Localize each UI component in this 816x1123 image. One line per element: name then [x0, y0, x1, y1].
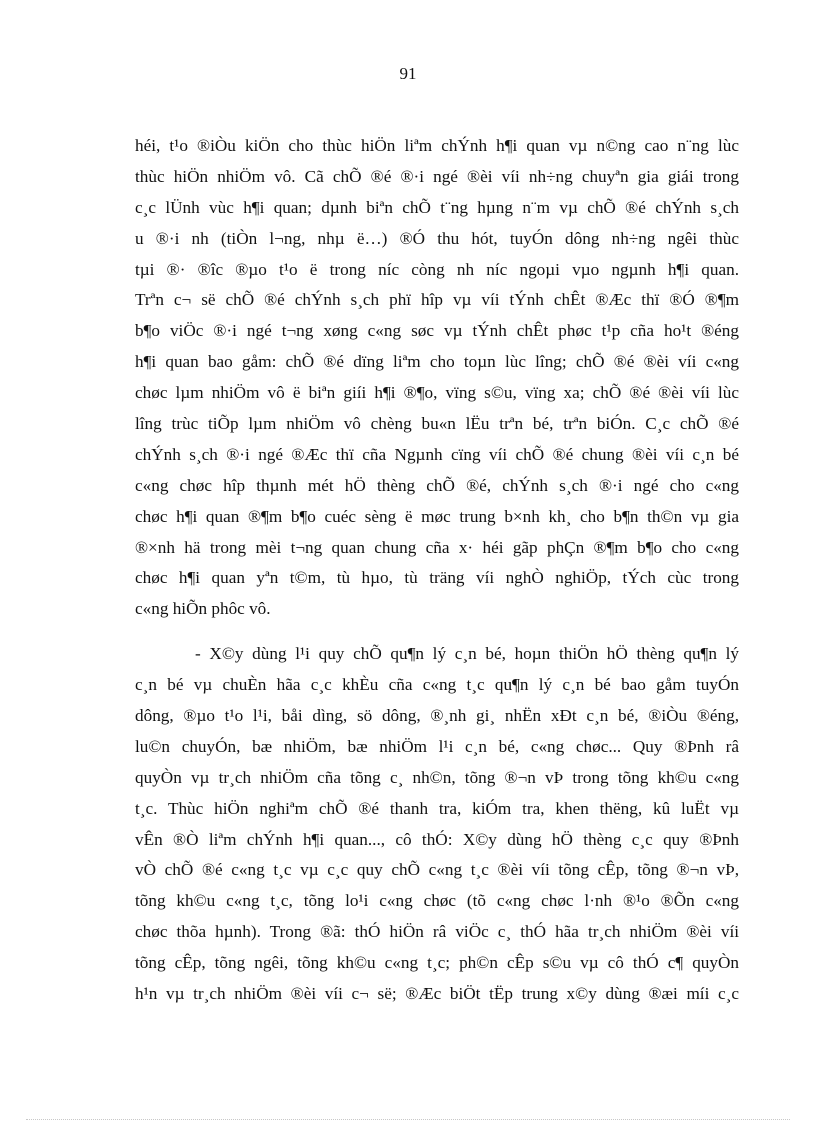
text-line: ®×nh hä trong mèi t¬ng quan chung cña x· héi gãp phÇn ®¶m b¶o cho c«ng: [135, 537, 739, 557]
page-number: 91: [399, 64, 417, 83]
text-line: t¸c. Thùc hiÖn nghiªm chÕ ®é thanh tra, kiÓm tra, khen thëng, kû luËt vµ: [135, 798, 739, 818]
text-line: h¹n vµ tr¸ch nhiÖm ®èi víi c¬ së; ®Æc biÖt tËp trung x©y dùng ®æi míi c¸c: [135, 984, 739, 1004]
text-line: Trªn c¬ së chÕ ®é chÝnh s¸ch phï hîp vµ víi tÝnh chÊt ®Æc thï ®Ó ®¶m: [135, 290, 739, 310]
paragraph-2: [135, 639, 739, 1010]
text-line: c«ng hiÕn phôc vô.: [135, 599, 271, 619]
text-line: - X©y dùng l¹i quy chÕ qu¶n lý c¸n bé, hoµn thiÖn hÖ thèng qu¶n lý: [195, 644, 739, 664]
text-line: chøc lµm nhiÖm vô ë biªn giíi h¶i ®¶o, vïng s©u, vïng xa; chÕ ®é ®èi víi lùc: [135, 383, 739, 403]
text-line: u ®·i nh (tiÒn l¬ng, nhµ ë…) ®Ó thu hót, tuyÓn dông nh÷ng ngêi thùc: [135, 228, 739, 248]
text-line: vÊn ®Ò liªm chÝnh h¶i quan..., cô thÓ: X©y dùng hÖ thèng c¸c quy ®Þnh: [135, 829, 739, 849]
paragraph-gap: [135, 625, 739, 639]
body-text: [135, 131, 739, 1010]
text-line: dông, ®µo t¹o l¹i, båi dìng, sö dông, ®¸nh gi¸ nhËn xÐt c¸n bé, ®iÒu ®éng,: [135, 706, 739, 726]
text-line: c¸c lÜnh vùc h¶i quan; dµnh biªn chÕ t¨ng hµng n¨m vµ chÕ ®é chÝnh s¸ch: [135, 197, 739, 217]
text-line: héi, t¹o ®iÒu kiÖn cho thùc hiÖn liªm chÝnh h¶i quan vµ n©ng cao n¨ng lùc: [135, 136, 739, 155]
paragraph-1: [135, 131, 739, 625]
text-line: thùc hiÖn nhiÖm vô. Cã chÕ ®é ®·i ngé ®èi víi nh÷ng chuyªn gia giái trong: [135, 166, 739, 186]
page-bottom-divider: [26, 1119, 790, 1120]
text-line: tõng kh©u c«ng t¸c, tõng lo¹i c«ng chøc (tõ c«ng chøc l·nh ®¹o ®Õn c«ng: [135, 891, 739, 911]
text-line: tõng cÊp, tõng ngêi, tõng kh©u c«ng t¸c; ph©n cÊp s©u vµ cô thÓ c¶ quyÒn: [135, 953, 739, 973]
text-line: c«ng chøc hîp thµnh mét hÖ thèng chÕ ®é, chÝnh s¸ch ®·i ngé cho c«ng: [135, 475, 739, 495]
text-line: tµi ®· ®îc ®µo t¹o ë trong níc còng nh níc ngoµi vµo ngµnh h¶i quan.: [135, 259, 739, 279]
text-line: quyÒn vµ tr¸ch nhiÖm cña tõng c¸ nh©n, tõng ®¬n vÞ trong tõng kh©u c«ng: [135, 767, 739, 787]
text-line: h¶i quan bao gåm: chÕ ®é dïng liªm cho toµn lùc lîng; chÕ ®é ®èi víi c«ng: [135, 352, 739, 372]
text-line: c¸n bé vµ chuÈn hãa c¸c khÈu cña c«ng t¸c qu¶n lý c¸n bé bao gåm tuyÓn: [135, 675, 739, 695]
text-line: b¶o viÖc ®·i ngé t¬ng xøng c«ng søc vµ tÝnh chÊt phøc t¹p cña ho¹t ®éng: [135, 321, 739, 341]
text-line: vÒ chÕ ®é c«ng t¸c vµ c¸c quy chÕ c«ng t¸c ®èi víi tõng cÊp, tõng ®¬n vÞ,: [135, 860, 739, 880]
text-line: lîng trùc tiÕp lµm nhiÖm vô chèng bu«n lËu trªn bé, trªn biÓn. C¸c chÕ ®é: [135, 414, 739, 434]
text-line: lu©n chuyÓn, bæ nhiÖm, bæ nhiÖm l¹i c¸n bé, c«ng chøc... Quy ®Þnh râ: [135, 736, 739, 756]
text-line: chøc h¶i quan ®¶m b¶o cuéc sèng ë møc trung b×nh kh¸ cho b¶n th©n vµ gia: [135, 506, 739, 526]
text-line: chÝnh s¸ch ®·i ngé ®Æc thï cña Ngµnh cïng víi chÕ ®é chung ®èi víi c¸n bé: [135, 444, 739, 464]
text-line: chøc thõa hµnh). Trong ®ã: thÓ hiÖn râ viÖc c¸ thÓ hãa tr¸ch nhiÖm ®èi víi: [135, 922, 739, 942]
text-line: chøc h¶i quan yªn t©m, tù hµo, tù träng víi nghÒ nghiÖp, tÝch cùc trong: [135, 568, 739, 588]
